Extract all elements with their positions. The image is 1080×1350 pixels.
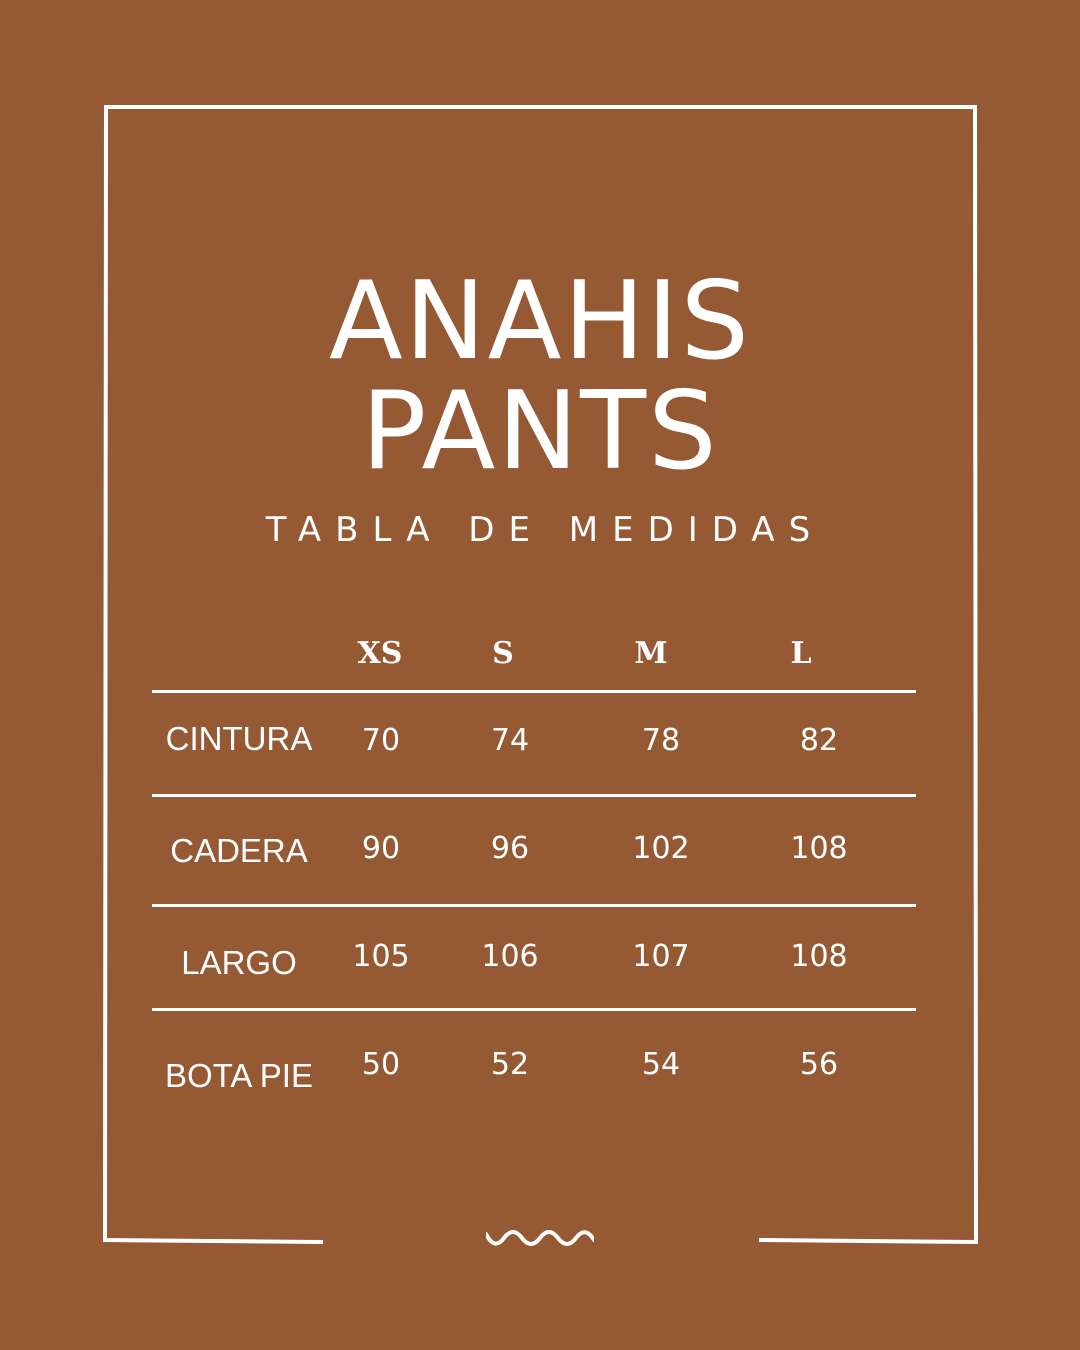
table-cell: 96	[490, 831, 530, 866]
table-divider	[152, 904, 916, 907]
size-header-xs: XS	[357, 636, 403, 671]
table-cell: 102	[632, 831, 690, 866]
size-header-s: S	[492, 636, 514, 671]
table-cell: 78	[641, 723, 681, 758]
wave-icon	[486, 1228, 594, 1248]
table-divider	[152, 690, 916, 693]
size-header-m: M	[634, 636, 668, 671]
table-cell: 82	[799, 723, 839, 758]
table-cell: 106	[481, 939, 539, 974]
table-cell: 108	[790, 831, 848, 866]
table-cell: 74	[490, 723, 530, 758]
row-label-cadera: CADERA	[170, 832, 308, 869]
subtitle: TABLA DE MEDIDAS	[265, 510, 825, 550]
row-label-cintura: CINTURA	[165, 720, 313, 757]
table-divider	[152, 794, 916, 797]
table-cell: 54	[641, 1047, 681, 1082]
row-label-bota-pie: BOTA PIE	[165, 1057, 313, 1094]
table-cell: 70	[361, 723, 401, 758]
table-divider	[152, 1008, 916, 1011]
table-cell: 52	[490, 1047, 530, 1082]
table-cell: 50	[361, 1047, 401, 1082]
table-cell: 56	[799, 1047, 839, 1082]
table-cell: 107	[632, 939, 690, 974]
product-title-line-2: PANTS	[361, 369, 719, 494]
table-cell: 105	[352, 939, 410, 974]
row-label-largo: LARGO	[181, 944, 297, 981]
size-header-l: L	[790, 636, 812, 671]
product-title-line-1: ANAHIS	[328, 259, 752, 384]
table-cell: 90	[361, 831, 401, 866]
table-cell: 108	[790, 939, 848, 974]
